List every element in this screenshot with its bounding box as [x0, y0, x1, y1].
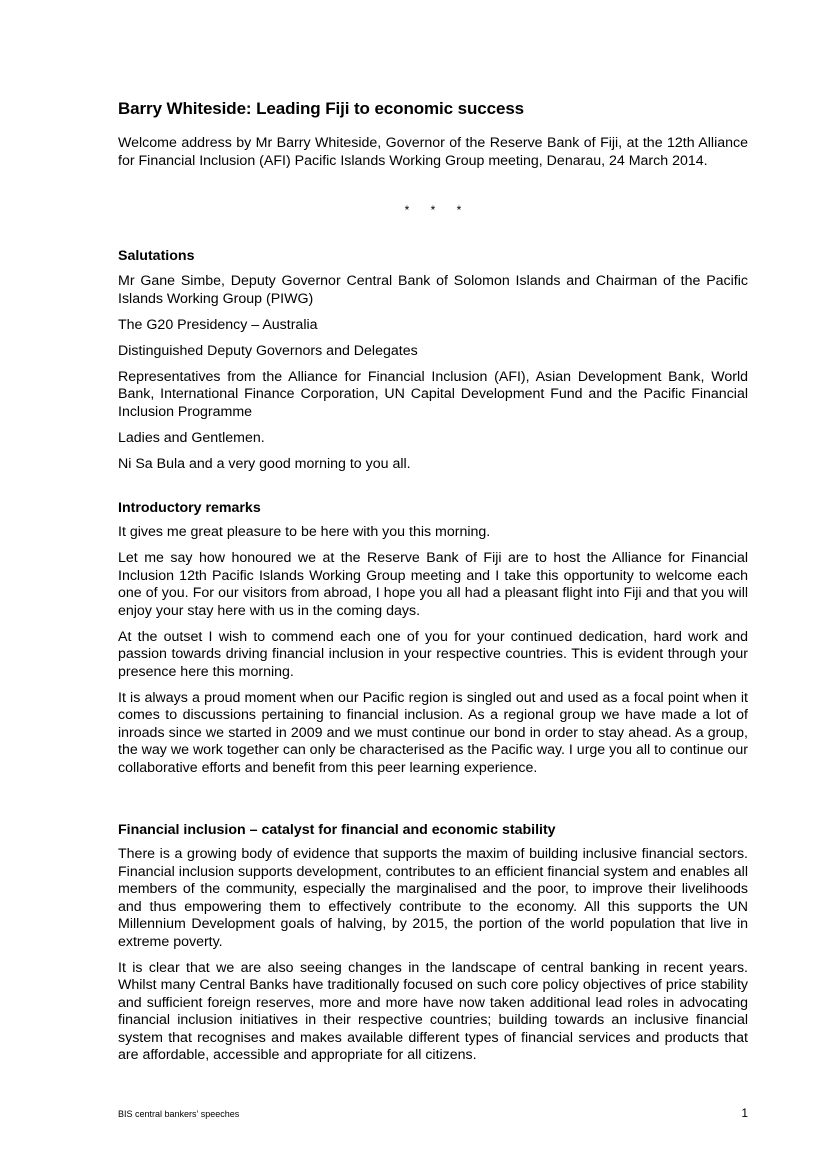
paragraph: Ni Sa Bula and a very good morning to you all.: [118, 455, 411, 472]
section-heading: Introductory remarks: [118, 500, 261, 516]
section-financial-inclusion: [118, 821, 748, 1065]
paragraph: Let me say how honoured we at the Reserve Bank of Fiji are to host the Alliance for Financial Inclusion 12th Pacific Islands Working Group meeting and I take this opportunity to welcome each one of you. For our visitors from abroad, I hope you all had a pleasant flight into Fiji and that you will enjoy your stay here with us in the coming days.: [118, 550, 748, 619]
document-title: Barry Whiteside: Leading Fiji to economic success: [118, 99, 525, 118]
paragraph: Mr Gane Simbe, Deputy Governor Central Bank of Solomon Islands and Chairman of the Pacific Islands Working Group (PIWG): [118, 273, 748, 307]
section-salutations: [118, 247, 748, 473]
paragraph: It is always a proud moment when our Pacific region is singled out and used as a focal point when it comes to discussions pertaining to financial inclusion. As a regional group we have made a lot of inroads since we started in 2009 and we must continue our bond in order to stay ahead. As a group, the way we work together can only be characterised as the Pacific way. I urge you all to continue our collaborative efforts and benefit from this peer learning experience.: [118, 689, 748, 776]
paragraph: Ladies and Gentlemen.: [118, 429, 265, 446]
paragraph: There is a growing body of evidence that supports the maxim of building inclusive financial sectors. Financial inclusion supports development, contributes to an efficient financial system and enables all members of the community, especially the marginalised and the poor, to improve their livelihoods and thus empowering them to effectively contribute to the economy. All this supports the UN Millennium Development goals of halving, by 2015, the portion of the world population that live in extreme poverty.: [118, 846, 748, 950]
section-heading: Financial inclusion – catalyst for financial and economic stability: [118, 822, 556, 838]
document-subtitle: Welcome address by Mr Barry Whiteside, Governor of the Reserve Bank of Fiji, at the 12th Alliance for Financial Inclusion (AFI) Pacific Islands Working Group meeting, Denarau, 24 March 2014.: [118, 135, 748, 169]
paragraph: At the outset I wish to commend each one of you for your continued dedication, hard work and passion towards driving financial inclusion in your respective countries. This is evident through your presence here this morning.: [118, 628, 748, 680]
paragraph: It is clear that we are also seeing changes in the landscape of central banking in recent years. Whilst many Central Banks have traditionally focused on such core policy objectives of price stability and sufficient foreign reserves, more and more have now taken additional lead roles in advocating financial inclusion initiatives in their respective countries; building towards an inclusive financial system that recognises and makes available different types of financial services and products that are affordable, accessible and appropriate for all citizens.: [118, 959, 748, 1063]
section-separator: * * *: [404, 203, 462, 217]
section-heading: Salutations: [118, 248, 195, 264]
footer-source: BIS central bankers’ speeches: [118, 1109, 240, 1119]
paragraph: Distinguished Deputy Governors and Delegates: [118, 342, 418, 359]
page-number: 1: [741, 1106, 748, 1120]
paragraph: The G20 Presidency – Australia: [118, 316, 318, 333]
paragraph: It gives me great pleasure to be here with you this morning.: [118, 524, 491, 540]
section-introductory-remarks: [118, 499, 748, 777]
paragraph: Representatives from the Alliance for Financial Inclusion (AFI), Asian Development Bank, World Bank, International Finance Corporation, UN Capital Development Fund and the Pacific Financial Inclusion Programme: [118, 368, 748, 420]
